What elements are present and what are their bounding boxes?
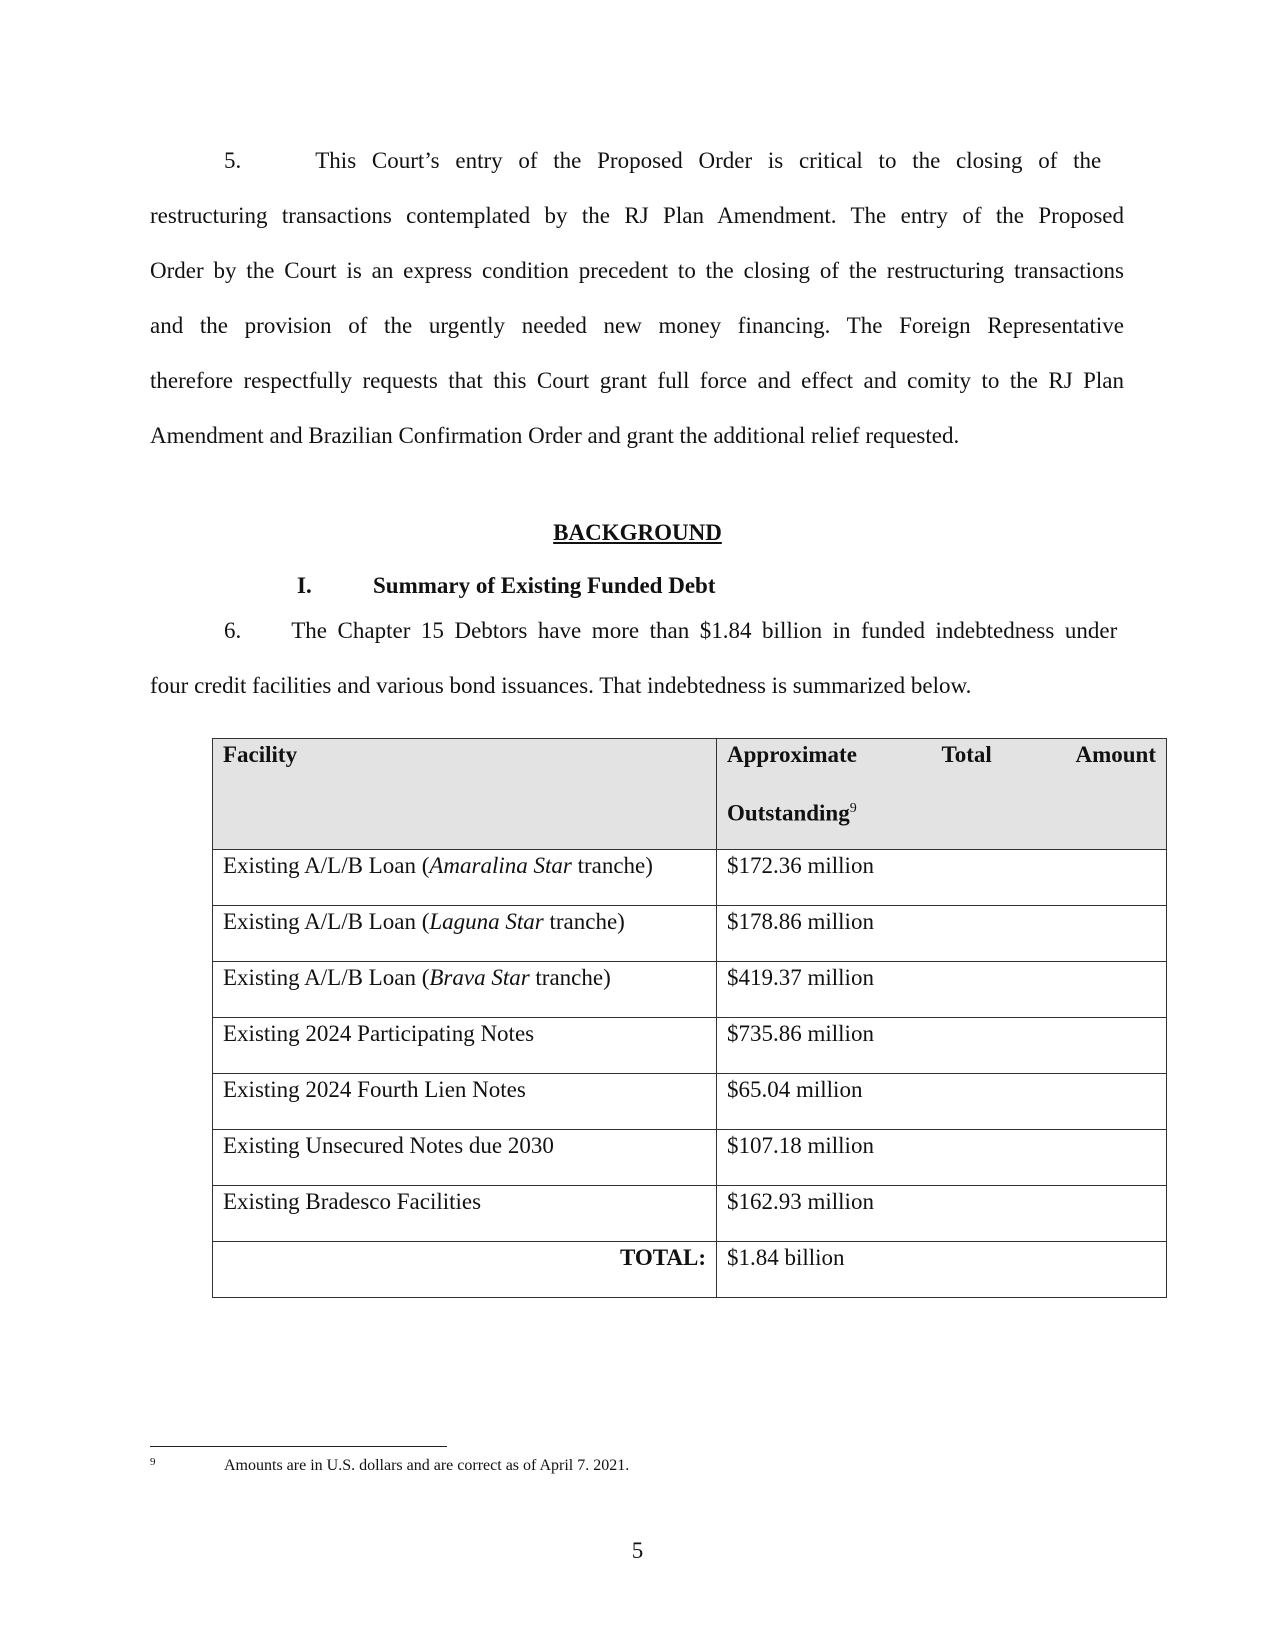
footnote-divider — [150, 1446, 447, 1447]
table-row — [213, 1130, 1167, 1186]
total-label: TOTAL: — [213, 1242, 717, 1298]
table-row — [213, 906, 1167, 962]
facility-cell: Existing A/L/B Loan (Amaralina Star tranche) — [213, 850, 717, 906]
paragraph-line: and the provision of the urgently needed new money financing. The Foreign Representative — [150, 313, 1124, 338]
facility-cell: Existing A/L/B Loan (Brava Star tranche) — [213, 962, 717, 1018]
paragraph-number: 6. — [224, 618, 242, 643]
table-header-row — [213, 739, 1167, 850]
amount-cell: $162.93 million — [717, 1186, 1167, 1242]
debt-table — [212, 738, 1167, 1298]
footnote-ref: 9 — [849, 801, 857, 816]
header-facility: Facility — [213, 739, 717, 850]
table-total-row — [213, 1242, 1167, 1298]
facility-cell: Existing 2024 Participating Notes — [213, 1018, 717, 1074]
paragraph-line: restructuring transactions contemplated by the RJ Plan Amendment. The entry of the Proposed — [150, 203, 1124, 228]
paragraph-number: 5. — [224, 148, 242, 173]
amount-cell: $107.18 million — [717, 1130, 1167, 1186]
paragraph-line: Amendment and Brazilian Confirmation Order and grant the additional relief requested. — [150, 423, 960, 448]
amount-cell: $735.86 million — [717, 1018, 1167, 1074]
amount-cell: $65.04 million — [717, 1074, 1167, 1130]
footnote-mark: 9 — [150, 1456, 156, 1468]
amount-cell: $419.37 million — [717, 962, 1167, 1018]
subsection-number: I. — [297, 573, 312, 598]
paragraph-line: Order by the Court is an express condition precedent to the closing of the restructuring transactions — [150, 258, 1124, 283]
paragraph-line — [150, 146, 1124, 176]
paragraph-line: therefore respectfully requests that this Court grant full force and effect and comity to the RJ Plan — [150, 368, 1124, 393]
table-row — [213, 962, 1167, 1018]
table-row — [213, 850, 1167, 906]
table-row — [213, 1074, 1167, 1130]
footnote-text: Amounts are in U.S. dollars and are correct as of April 7. 2021. — [224, 1457, 630, 1474]
paragraph-line: four credit facilities and various bond issuances. That indebtedness is summarized below. — [150, 673, 972, 698]
page-number: 5 — [631, 1538, 644, 1563]
facility-cell: Existing Bradesco Facilities — [213, 1186, 717, 1242]
amount-cell: $178.86 million — [717, 906, 1167, 962]
section-heading: BACKGROUND — [553, 520, 722, 545]
facility-cell: Existing Unsecured Notes due 2030 — [213, 1130, 717, 1186]
amount-cell: $172.36 million — [717, 850, 1167, 906]
subsection-title: Summary of Existing Funded Debt — [373, 573, 716, 598]
facility-cell: Existing 2024 Fourth Lien Notes — [213, 1074, 717, 1130]
paragraph-text: The Chapter 15 Debtors have more than $1.84 billion in funded indebtedness under — [291, 618, 1118, 643]
total-amount: $1.84 billion — [717, 1242, 1167, 1298]
subsection-heading — [297, 571, 715, 601]
paragraph-line — [150, 616, 1124, 646]
header-amount: Approximate Total Amount Outstanding$^9$ — [717, 739, 1167, 850]
table-row — [213, 1186, 1167, 1242]
table-row — [213, 1018, 1167, 1074]
facility-cell: Existing A/L/B Loan (Laguna Star tranche) — [213, 906, 717, 962]
paragraph-text: This Court’s entry of the Proposed Order is critical to the closing of the — [315, 148, 1102, 173]
